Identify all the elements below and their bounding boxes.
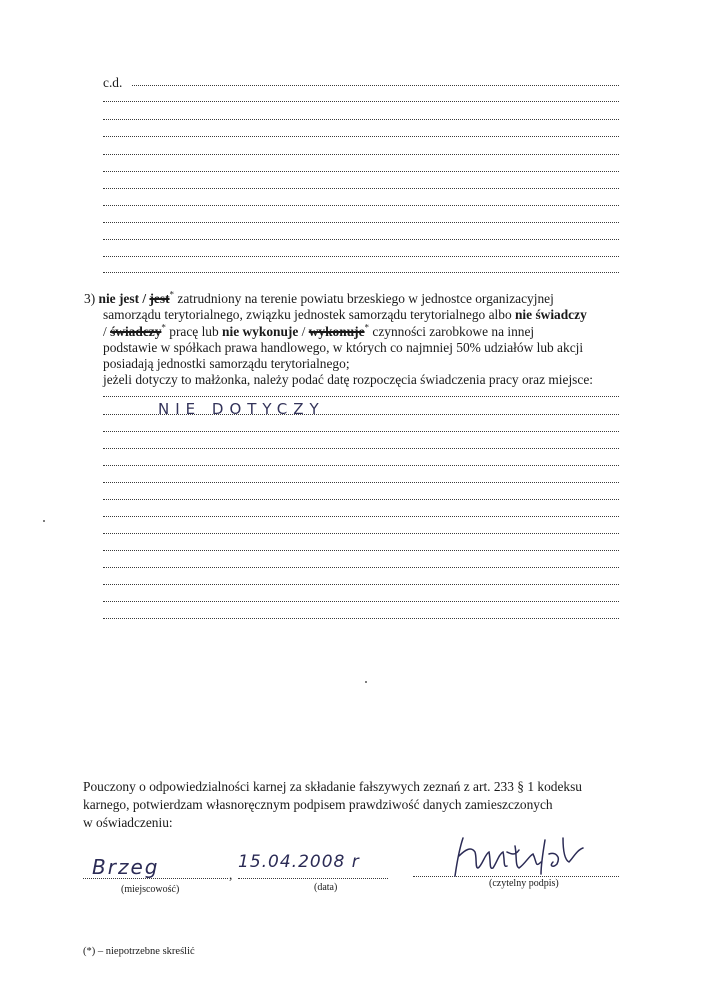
- comma-separator: ,: [229, 867, 233, 882]
- answer-dotted-line: [103, 448, 619, 449]
- handwritten-answer: NIE DOTYCZY: [158, 400, 325, 418]
- answer-dotted-line: [103, 414, 619, 415]
- place-value: Brzeg: [92, 855, 160, 879]
- item3-line3: / świadczy* pracę lub nie wykonuje / wykonuje* czynności zarobkowe na innej: [103, 322, 535, 339]
- answer-dotted-line: [103, 618, 619, 619]
- item3-line1: [84, 291, 554, 307]
- answer-dotted-line: [103, 533, 619, 534]
- item3-line2: samorządu terytorialnego, związku jednostek samorządu terytorialnego albo nie świadczy: [103, 307, 587, 322]
- answer-dotted-line: [103, 516, 619, 517]
- struck-option-wykonuje: wykonuje: [308, 324, 365, 339]
- dotted-line: [103, 101, 619, 102]
- answer-dotted-line: [103, 431, 619, 432]
- item3-line6: jeżeli dotyczy to małżonka, należy podać datę rozpoczęcia świadczenia pracy oraz miejsce:: [103, 372, 593, 387]
- footnote-star: *: [169, 289, 175, 300]
- struck-option-jest: jest: [149, 291, 170, 306]
- dotted-line: [103, 188, 619, 189]
- place-label: (miejscowość): [121, 884, 180, 895]
- item3-line1-rest: zatrudniony na terenie powiatu brzeskiego w jednostce organizacyjnej: [174, 291, 554, 306]
- dotted-line: [103, 171, 619, 172]
- statement-line3: w oświadczeniu:: [83, 815, 173, 830]
- not-performing-option: nie wykonuje: [222, 324, 299, 339]
- answer-dotted-line: [103, 396, 619, 397]
- date-dotted-line: [238, 878, 388, 879]
- not-providing-option: nie świadczy: [514, 307, 587, 322]
- dotted-line: [103, 272, 619, 273]
- dotted-line: [132, 85, 619, 86]
- date-label: (data): [314, 882, 338, 893]
- dotted-line: [103, 119, 619, 120]
- statement-line2: karnego, potwierdzam własnoręcznym podpisem prawdziwość danych zamieszczonych: [83, 797, 553, 812]
- answer-dotted-line: [103, 601, 619, 602]
- dotted-line: [103, 222, 619, 223]
- dotted-line: [103, 256, 619, 257]
- footnote-star: *: [161, 322, 166, 333]
- footnote-star: *: [364, 322, 370, 333]
- item3-line5: posiadają jednostki samorządu terytorialnego;: [103, 356, 350, 371]
- answer-dotted-line: [103, 465, 619, 466]
- answer-dotted-line: [103, 584, 619, 585]
- scan-speck: [43, 520, 45, 522]
- footnote: (*) – niepotrzebne skreślić: [83, 946, 195, 957]
- continuation-label: c.d.: [103, 75, 123, 90]
- scan-speck: [365, 681, 367, 683]
- answer-dotted-line: [103, 550, 619, 551]
- struck-option-swiadczy: świadczy: [110, 324, 162, 339]
- signature-label: (czytelny podpis): [489, 878, 559, 889]
- statement-line1: Pouczony o odpowiedzialności karnej za składanie fałszywych zeznań z art. 233 § 1 kodeksu: [83, 779, 583, 794]
- dotted-line: [103, 136, 619, 137]
- answer-dotted-line: [103, 499, 619, 500]
- dotted-line: [103, 154, 619, 155]
- item-number: 3): [84, 291, 96, 306]
- handwritten-signature: [445, 832, 595, 882]
- item3-line4: podstawie w spółkach prawa handlowego, w których co najmniej 50% udziałów lub akcji: [103, 340, 584, 355]
- dotted-line: [103, 239, 619, 240]
- dotted-line: [103, 205, 619, 206]
- date-value: 15.04.2008 r: [238, 852, 360, 872]
- answer-dotted-line: [103, 567, 619, 568]
- not-employed-option: nie jest /: [98, 291, 150, 306]
- answer-dotted-line: [103, 482, 619, 483]
